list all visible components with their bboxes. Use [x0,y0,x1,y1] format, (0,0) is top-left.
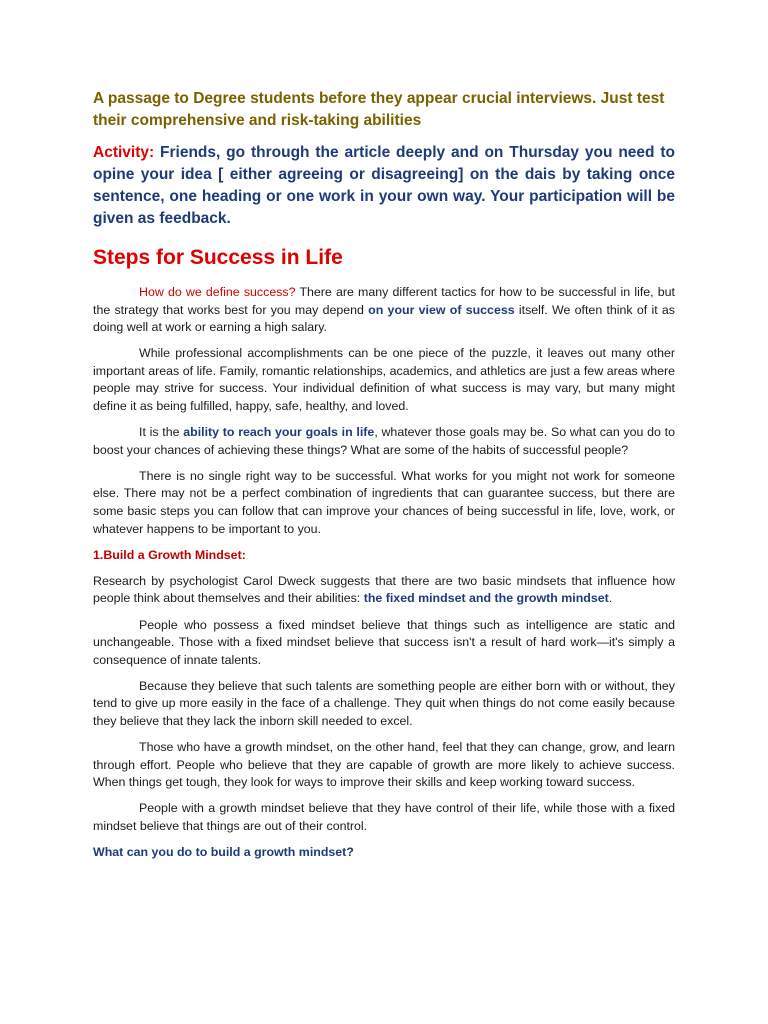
paragraph-fixed-mindset: People who possess a fixed mindset believe that things such as intelligence are static and unchangeable. Those with a fixed mindset believe that success isn't a result of hard work—it's simply a consequence of innate talents. [93,617,675,667]
link-fixed-and-growth-mindset[interactable]: the fixed mindset and the growth mindset [363,591,609,606]
paragraph-ability [93,424,675,459]
paragraph-growth-mindset: Those who have a growth mindset, on the other hand, feel that they can change, grow, and learn through effort. People who believe that they are capable of growth are more likely to achieve success. When things get tough, they look for ways to improve their skills and keep working toward success. [93,740,675,790]
activity-paragraph [93,142,675,230]
paragraph-text: itself. We often think of it as doing well at work or earning a high salary. [93,302,675,335]
paragraph-text: It is the [139,425,184,440]
section-heading-growth-mindset: 1.Build a Growth Mindset: [93,547,246,562]
paragraph-text: There are many different tactics for how to be successful in life, but the strategy that works best for you may depend [93,285,675,317]
link-ability-to-reach-goals[interactable]: ability to reach your goals in life [183,425,375,440]
define-success-question: How do we define success? [139,285,296,299]
paragraph-text: . [608,591,613,606]
article-title: Steps for Success in Life [93,246,343,269]
activity-label: Activity: [93,144,155,161]
paragraph-give-up: Because they believe that such talents are something people are either born with or without, they tend to give up more easily in the face of a challenge. They quit when things do not come easily because they believe that they lack the inborn skill needed to excel. [93,678,675,728]
paragraph-text: Research by psychologist Carol Dweck suggests that there are two basic mindsets that influence how people think about themselves and their abilities: [93,573,675,606]
subheading-build-growth-mindset: What can you do to build a growth mindset? [93,845,354,860]
link-view-of-success[interactable]: on your view of success [368,302,515,317]
paragraph-no-single-way: There is no single right way to be successful. What works for you might not work for someone else. There may not be a perfect combination of ingredients that can guarantee success, but there are some basic steps you can follow that can improve your chances of being successful in life, love, work, or whatever happens to be important to you. [93,468,675,536]
paragraph-control: People with a growth mindset believe that they have control of their life, while those with a fixed mindset believe that things are out of their control. [93,801,675,833]
document-page [93,88,675,862]
intro-heading: A passage to Degree students before they appear crucial interviews. Just test their comprehensive and risk-taking abilities [93,90,665,129]
paragraph-define-success [93,284,675,337]
paragraph-dweck-research [93,573,675,608]
paragraph-text: , whatever those goals may be. So what can you do to boost your chances of achieving these things? What are some of the habits of successful people? [93,425,675,457]
activity-text: Friends, go through the article deeply and on Thursday you need to opine your idea [ either agreeing or disagreeing] on the dais by taking once sentence, one heading or one work in your own way. Your participation will be given as feedback. [93,144,675,227]
paragraph-professional: While professional accomplishments can be one piece of the puzzle, it leaves out many other important areas of life. Family, romantic relationships, academics, and athletics are just a few areas where people may strive for success. Your individual definition of what success is may vary, but many might define it as being fulfilled, happy, safe, healthy, and loved. [93,346,675,414]
